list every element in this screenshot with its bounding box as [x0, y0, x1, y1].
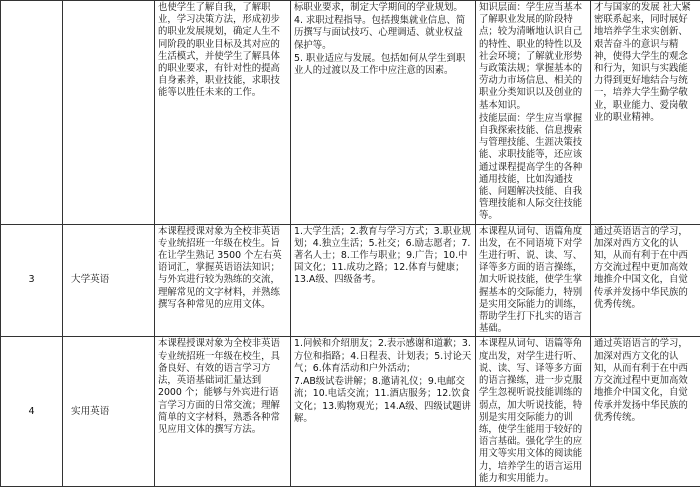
course-number — [1, 1, 63, 225]
course-goals: 本课程从词句、语篇等角度出发，对学生进行听、说、读、写、译等多方面的语言操练，进一步克服学生忽视听说技能训练的弱点，加大听说技能，特别是实用交际能力的训练，使学生能用于较好的语言基础。强化学生的应用文等实用文体的阅读能力，培养学生的语言运用能力和实用能力。 — [476, 337, 591, 486]
paragraph: 4. 求职过程指导。包括搜集就业信息、简历撰写与面试技巧、心理调适、就业权益保护等。 — [294, 15, 472, 52]
paragraph: 标职业要求，制定大学期间的学业规划。 — [294, 2, 472, 14]
course-name: 实用英语 — [63, 337, 155, 486]
course-number: 4 — [1, 337, 63, 486]
course-ideology: 通过英语语言的学习，加深对西方文化的认知，从而有利于在中西方交流过程中更加高效地推介中国文化，自觉传承并发扬中华民族的优秀传统。 — [591, 224, 700, 337]
paragraph: 7.AB级试卷讲解；8.邀请礼仪；9.电邮交流；10.电话交流；11.酒店服务；12.饮食文化；13.购物观光；14.A级、四级试题讲解。 — [294, 376, 472, 425]
course-number: 3 — [1, 224, 63, 337]
course-ideology: 通过英语语言的学习，加深对西方文化的认知，从而有利于在中西方交流过程中更加高效地推介中国文化，自觉传承并发扬中华民族的优秀传统。 — [591, 337, 700, 486]
paragraph: 5. 职业适应与发展。包括如何从学生到职业人的过渡以及工作中应注意的因素。 — [294, 53, 472, 77]
course-goals: 本课程从词句、语篇角度出发，在不同语境下对学生进行听、说、读、写、译等多方面的语言操练，加大听说技能，使学生掌握基本的交际能力，特别是实用交际能力的训练，帮助学生打下扎实的语言基础。 — [476, 224, 591, 337]
table-row — [1, 224, 700, 337]
course-ideology: 才与国家的发展 社大紧密联系起来，同时展好地培养学生求实创新、艰苦奋斗的意识与精神，使得大学生的观念和行为，知识与实践能力得到更好地结合与统一，培养大学生勤学敬业，职业能力、爱岗敬业的职业精神。 — [591, 1, 700, 225]
course-content: 1.大学生活；2.教育与学习方式；3.职业规划；4.独立生活；5.社交；6.励志愿者；7.著名人士；8.工作与职业；9.广告；10.中国文化；11.成功之路；12.体育与健康；13.A级、四级备考。 — [291, 224, 476, 337]
course-content — [291, 337, 476, 486]
course-description: 本课程授课对象为全校非英语专业统招班一年级在校生。旨在让学生熟记 3500 个左右英语词汇，掌握英语语法知识；与外宾进行较为熟练的交流，理解常见的文字材料，并熟练撰写各种常见的应用文体。 — [155, 224, 291, 337]
course-description: 也使学生了解自我，了解职业，学习决策方法，形成初步的职业发展规划，确定人生不同阶段的职业目标及其对应的生活模式，并使学生了解具体的职业要求，有针对性的提高自身素养，职业技能，求职技能等以胜任未来的工作。 — [155, 1, 291, 225]
paragraph: 知识层面：学生应当基本了解职业发展的阶段特点；较为清晰地认识自己的特性、职业的特性以及社会环境；了解就业形势与政策法规；掌握基本的劳动力市场信息、相关的职业分类知识以及创业的基本知识。 — [479, 2, 587, 112]
course-content — [291, 1, 476, 225]
paragraph: 技能层面：学生应当掌握自我探索技能、信息搜索与管理技能、生涯决策技能、求职技能等，还应该通过课程提高学生的各种通用技能，比如沟通技能、问题解决技能、自我管理技能和人际交往技能等。 — [479, 113, 587, 223]
paragraph: 1.问候和介绍朋友；2.表示感谢和道歉；3.方位和指路；4.日程表、计划表；5.讨论天气；6.体育活动和户外活动； — [294, 338, 472, 375]
goals-text — [479, 2, 587, 223]
content-text — [294, 338, 472, 424]
table-row — [1, 337, 700, 486]
course-goals — [476, 1, 591, 225]
table-row — [1, 1, 700, 225]
course-name — [63, 1, 155, 225]
content-text — [294, 2, 472, 77]
course-name: 大学英语 — [63, 224, 155, 337]
course-description: 本课程授课对象为全校非英语专业统招班一年级在校生，具备良好、有效的语言学习方法，英语基础词汇量达到 2000 个；能够与外宾进行语言学习方面的日常交流；理解简单的文字材料，熟悉各种常见应用文体的撰写方法。 — [155, 337, 291, 486]
